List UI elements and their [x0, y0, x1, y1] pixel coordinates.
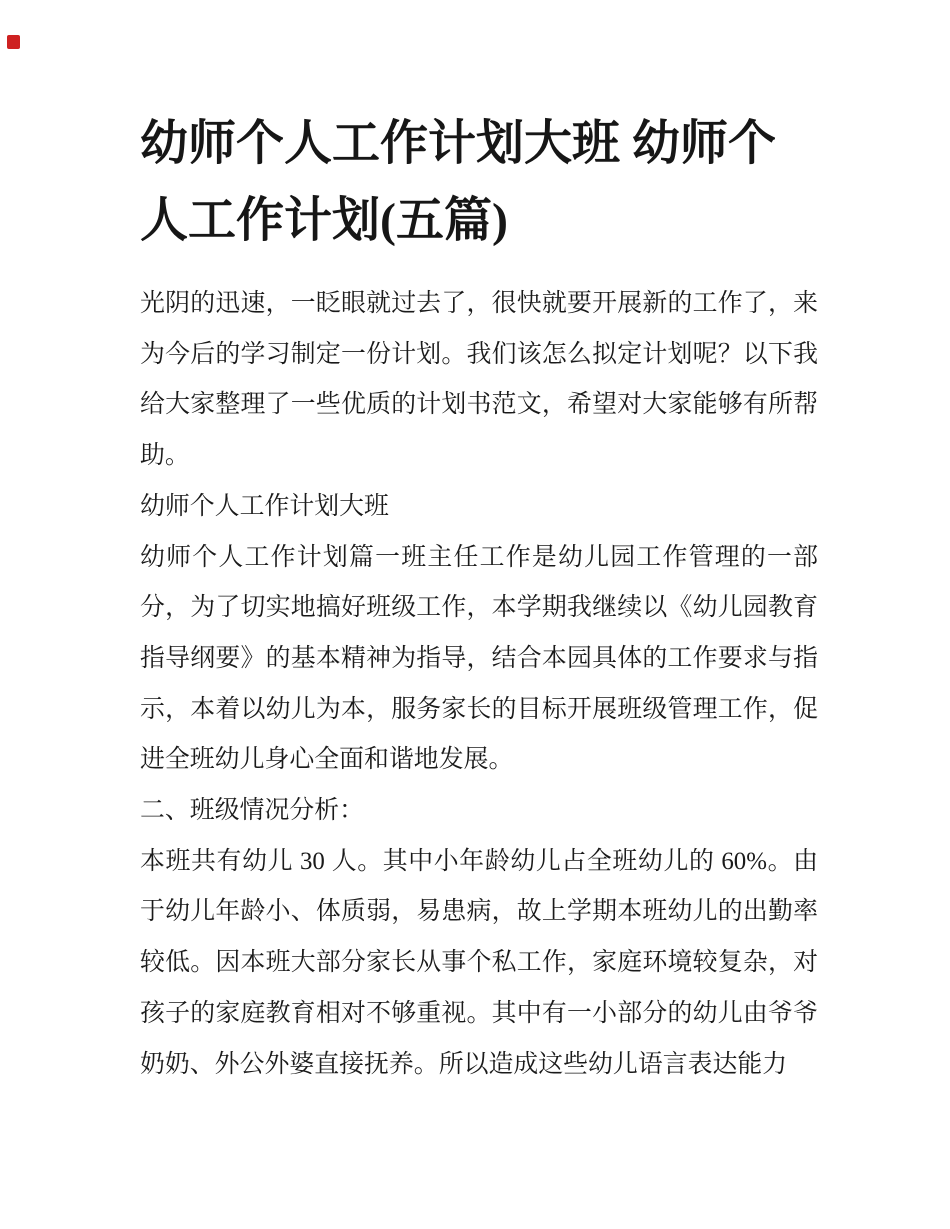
text-line: 分，为了切实地搞好班级工作，本学期我继续以《幼儿园教育	[140, 594, 818, 622]
document-body	[140, 279, 818, 1090]
paragraph	[140, 482, 818, 533]
paragraph	[140, 279, 818, 482]
text-line: 给大家整理了一些优质的计划书范文，希望对大家能够有所帮	[140, 391, 818, 419]
text-line: 光阴的迅速，一眨眼就过去了，很快就要开展新的工作了，来	[140, 290, 818, 317]
text-line: 进全班幼儿身心全面和谐地发展。	[140, 746, 514, 774]
paragraph	[140, 837, 818, 1091]
document-title-line: 幼师个人工作计划大班 幼师个	[140, 117, 777, 170]
red-bookmark-icon	[7, 35, 20, 49]
text-line: 幼师个人工作计划篇一班主任工作是幼儿园工作管理的一部	[140, 543, 818, 571]
text-line: 本班共有幼儿 30 人。其中小年龄幼儿占全班幼儿的 60%。由	[140, 847, 818, 875]
text-line: 较低。因本班大部分家长从事个私工作，家庭环境较复杂，对	[140, 949, 818, 977]
text-line: 指导纲要》的基本精神为指导，结合本园具体的工作要求与指	[140, 644, 818, 672]
text-line: 孩子的家庭教育相对不够重视。其中有一小部分的幼儿由爷爷	[140, 999, 818, 1027]
text-line: 幼师个人工作计划大班	[140, 492, 389, 520]
document-title-line: 人工作计划(五篇)	[140, 194, 508, 247]
text-line: 为今后的学习制定一份计划。我们该怎么拟定计划呢？以下我	[140, 340, 818, 368]
text-line: 于幼儿年龄小、体质弱，易患病，故上学期本班幼儿的出勤率	[140, 898, 818, 926]
paragraph	[140, 786, 818, 837]
paragraph	[140, 533, 818, 787]
text-line: 助。	[140, 442, 190, 470]
text-line: 示，本着以幼儿为本，服务家长的目标开展班级管理工作，促	[140, 695, 818, 723]
text-line: 二、班级情况分析：	[140, 797, 365, 825]
document-title	[140, 105, 820, 259]
text-line: 奶奶、外公外婆直接抚养。所以造成这些幼儿语言表达能力	[140, 1050, 788, 1078]
